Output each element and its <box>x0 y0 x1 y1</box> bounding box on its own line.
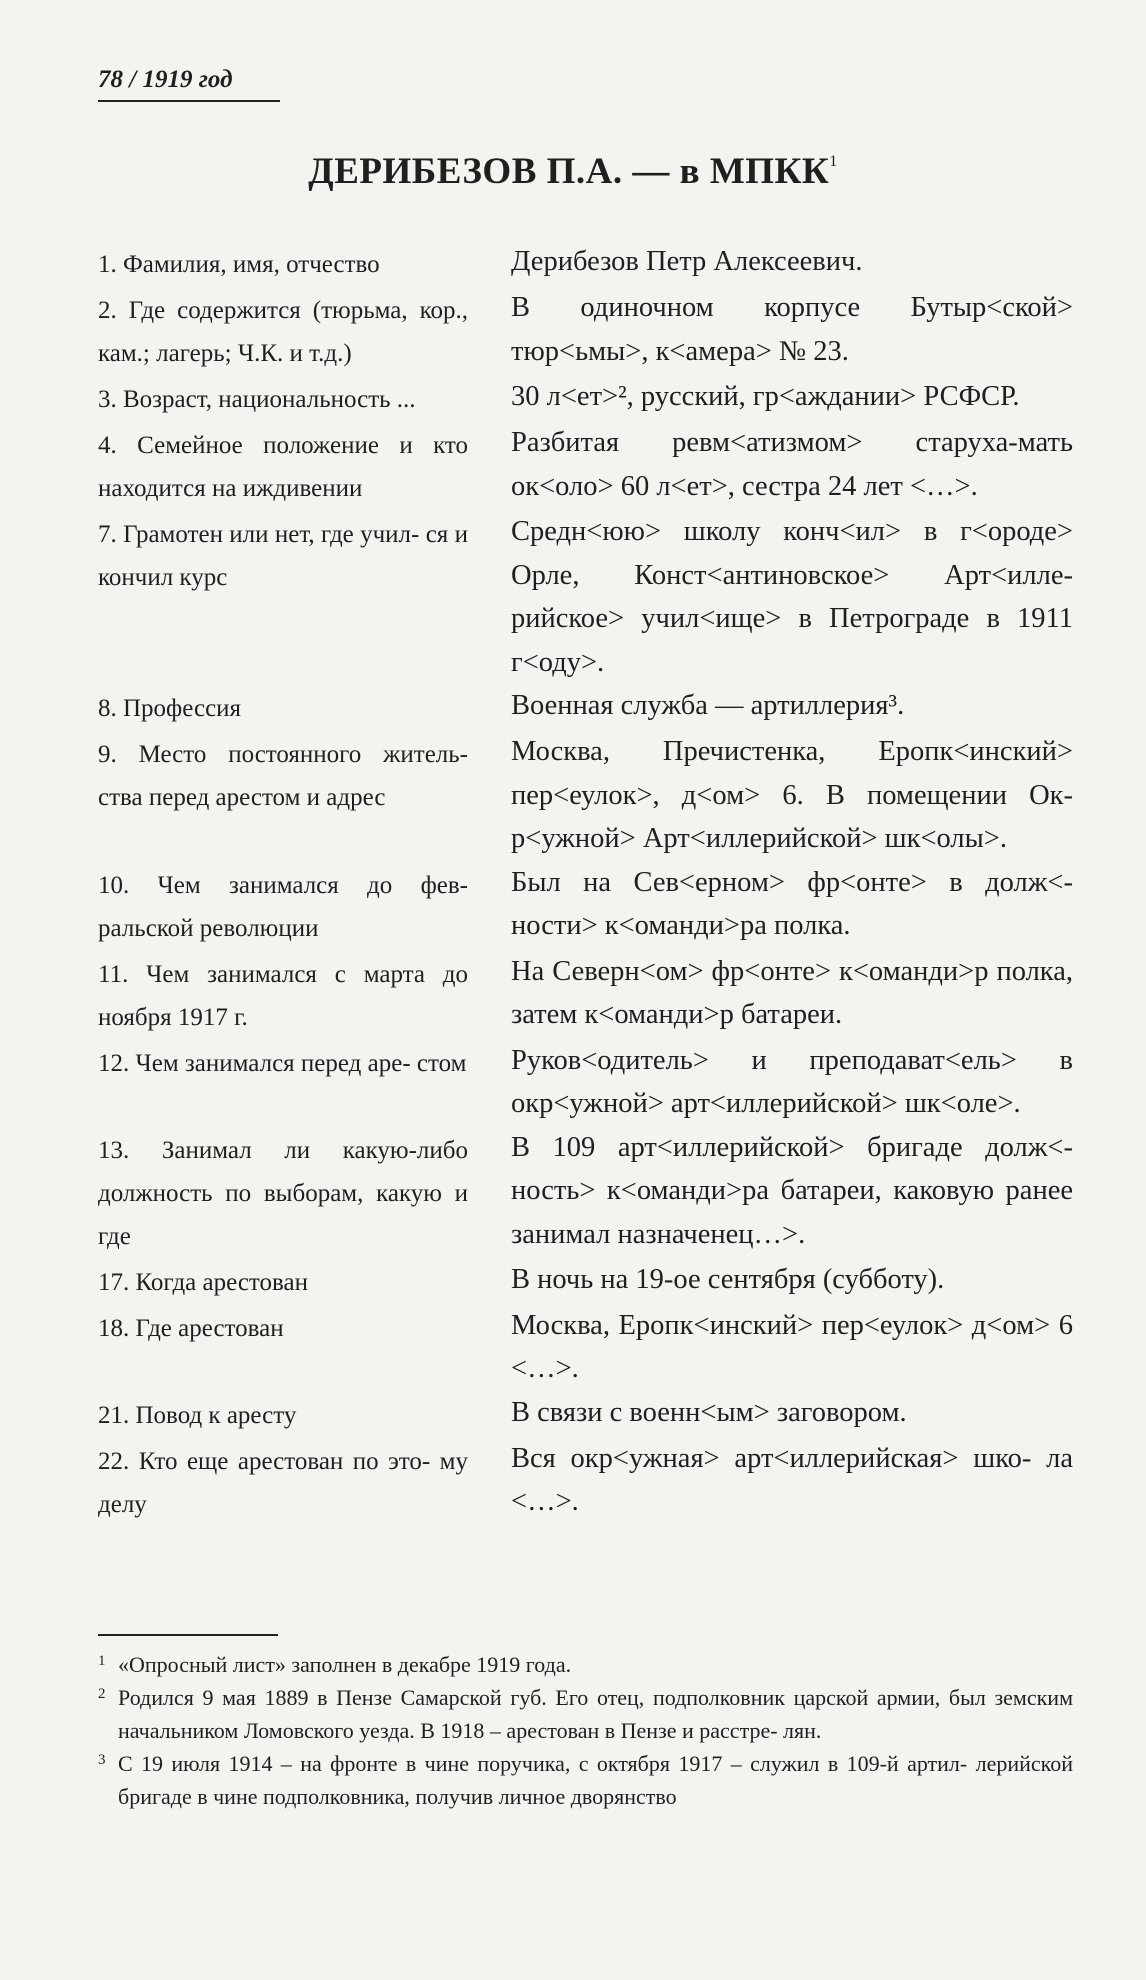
question-label: 4. Семейное положение и кто находится на иждивении <box>98 432 468 502</box>
answer-text: В одиночном корпусе Бутыр<ской> тюр<ьмы>, к<амера> № 23. <box>511 292 1073 367</box>
answer-text: В 109 арт<иллерийской> бригаде долж<- ность> к<оманди>ра батареи, каковую ранее занимал назначенец…>. <box>511 1131 1073 1250</box>
question-label: 13. Занимал ли какую-либо должность по выборам, какую и где <box>98 1136 468 1250</box>
page-title <box>0 150 1146 193</box>
questionnaire-row <box>98 286 1073 375</box>
questionnaire-row <box>98 730 1073 861</box>
question-label: 22. Кто еще арестован по это- му делу <box>98 1447 468 1518</box>
question-label: 1. Фамилия, имя, отчество <box>98 251 380 278</box>
footnote-number: 1 <box>98 1653 106 1669</box>
questionnaire-row <box>98 421 1073 510</box>
question-label: 17. Когда арестован <box>98 1268 308 1296</box>
answer-text: 30 л<ет>², русский, гр<аждании> РСФСР. <box>511 381 1020 412</box>
running-head: 78 / 1919 год <box>98 66 280 102</box>
footnote-number: 3 <box>98 1752 106 1768</box>
question-label: 11. Чем занимался с марта до ноября 1917 г. <box>98 960 468 1031</box>
question-label: 8. Профессия <box>98 695 242 722</box>
footnote-text: С 19 июля 1914 – на фронте в чине поручика, с октября 1917 – служил в 109-й артил- лерийской бригаде в чине подполковника, получив личное дворянство <box>118 1751 1073 1809</box>
question-label: 2. Где содержится (тюрьма, кор., кам.; лагерь; Ч.К. и т.д.) <box>98 297 468 367</box>
questionnaire-row <box>98 684 1073 730</box>
title-text: ДЕРИБЕЗОВ П.А. — в МПКК <box>308 151 830 192</box>
questionnaire-row <box>98 950 1073 1039</box>
question-label: 3. Возраст, национальность ... <box>98 386 416 413</box>
footnote <box>98 1681 1073 1747</box>
question-label: 10. Чем занимался до фев- ральской революции <box>98 871 468 942</box>
answer-text: Разбитая ревм<атизмом> старуха-мать ок<оло> 60 л<ет>, сестра 24 лет <…>. <box>511 427 1073 502</box>
answer-text: Москва, Пречистенка, Еропк<инский> пер<еулок>, д<ом> 6. В помещении Ок- р<ужной> Арт<иллерийской> шк<олы>. <box>511 736 1073 854</box>
questionnaire <box>98 240 1073 1526</box>
answer-text: Дерибезов Петр Алексеевич. <box>511 246 863 277</box>
answer-text: На Северн<ом> фр<онте> к<оманди>р полка, затем к<оманди>р батареи. <box>511 955 1073 1030</box>
footnote-text: «Опросный лист» заполнен в декабре 1919 года. <box>118 1652 572 1677</box>
question-label: 12. Чем занимался перед аре- стом <box>98 1049 467 1077</box>
answer-text: Москва, Еропк<инский> пер<еулок> д<ом> 6 <…>. <box>511 1309 1073 1384</box>
answer-text: Был на Сев<ерном> фр<онте> в долж<- ности> к<оманди>ра полка. <box>511 866 1073 941</box>
questionnaire-row <box>98 861 1073 950</box>
answer-text: В ночь на 19-ое сентября (субботу). <box>511 1263 945 1295</box>
answer-text: Руков<одитель> и преподават<ель> в окр<ужной> арт<иллерийской> шк<оле>. <box>511 1044 1073 1119</box>
answer-text: В связи с военн<ым> заговором. <box>511 1396 907 1428</box>
footnote-number: 2 <box>98 1686 106 1702</box>
questionnaire-row <box>98 375 1073 421</box>
title-footnote-mark: 1 <box>829 152 838 170</box>
footnote <box>98 1648 1073 1681</box>
answer-text: Военная служба — артиллерия³. <box>511 690 905 721</box>
question-label: 7. Грамотен или нет, где учил- ся и кончил курс <box>98 521 468 591</box>
questionnaire-row <box>98 510 1073 684</box>
answer-text: Средн<юю> школу конч<ил> в г<ороде> Орле, Конст<антиновское> Арт<илле- рийское> учил<ище> в Петрограде в 1911 г<оду>. <box>511 516 1073 678</box>
question-label: 18. Где арестован <box>98 1314 284 1342</box>
questionnaire-row <box>98 1258 1073 1304</box>
questionnaire-row <box>98 1391 1073 1437</box>
questionnaire-row <box>98 1304 1073 1391</box>
footnote-divider <box>98 1634 278 1636</box>
footnotes <box>98 1648 1073 1813</box>
question-label: 21. Повод к аресту <box>98 1401 297 1429</box>
questionnaire-row <box>98 1126 1073 1258</box>
question-label: 9. Место постоянного житель- ства перед арестом и адрес <box>98 741 468 811</box>
questionnaire-row <box>98 1437 1073 1526</box>
questionnaire-row <box>98 1039 1073 1126</box>
answer-text: Вся окр<ужная> арт<иллерийская> шко- ла <…>. <box>511 1442 1073 1517</box>
footnote-text: Родился 9 мая 1889 в Пензе Самарской губ. Его отец, подполковник царской армии, был земским начальником Ломовского уезда. В 1918 – арестован в Пензе и расстре- лян. <box>118 1685 1073 1743</box>
footnote <box>98 1747 1073 1813</box>
questionnaire-row <box>98 240 1073 286</box>
